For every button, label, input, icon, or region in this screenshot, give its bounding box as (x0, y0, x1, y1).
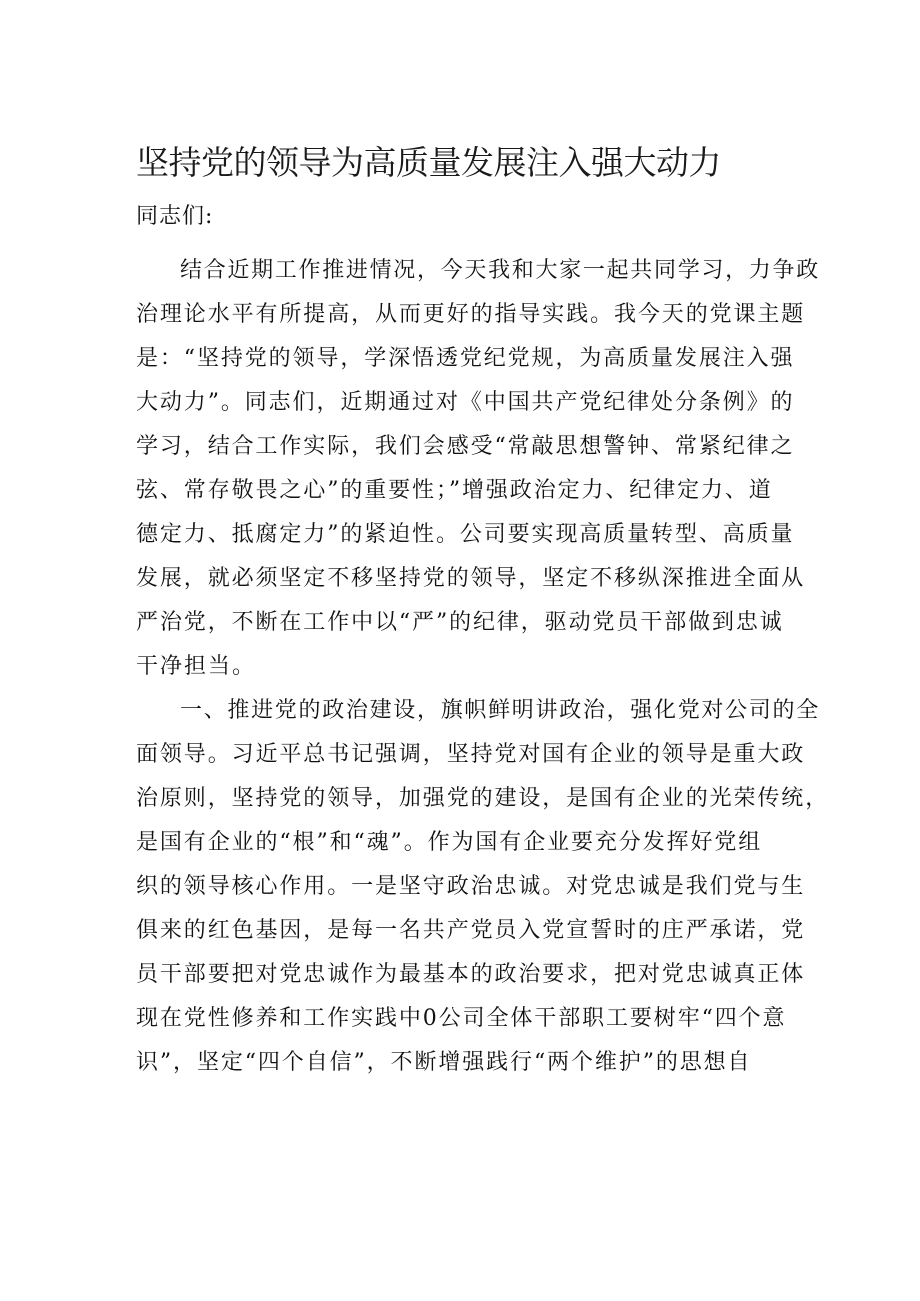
salutation: 同志们: (136, 204, 214, 229)
paragraph-line: 严治党，不断在工作中以“严”的纪律，驱动党员干部做到忠诚 (136, 610, 784, 635)
paragraph-line: 现在党性修养和工作实践中0公司全体干部职工要树牢“四个意 (136, 1006, 787, 1031)
paragraph-line: 织的领导核心作用。一是坚守政治忠诚。对党忠诚是我们党与生 (136, 874, 806, 899)
paragraph-line: 是：“坚持党的领导，学深悟透党纪党规，为高质量发展注入强 (136, 346, 795, 371)
paragraph-1 (136, 249, 820, 689)
paragraph-line: 治理论水平有所提高，从而更好的指导实践。我今天的党课主题 (136, 302, 806, 327)
paragraph-2 (136, 689, 830, 1085)
paragraph-line: 识”，坚定“四个自信”，不断增强践行“两个维护”的思想自 (136, 1050, 752, 1075)
paragraph-line: 面领导。习近平总书记强调，坚持党对国有企业的领导是重大政 (136, 742, 806, 767)
paragraph-line: 结合近期工作推进情况，今天我和大家一起共同学习，力争政 (180, 258, 820, 283)
document-body (136, 249, 830, 1085)
paragraph-line: 一、推进党的政治建设，旗帜鲜明讲政治，强化党对公司的全 (180, 698, 820, 723)
paragraph-line: 大动力”。同志们，近期通过对《中国共产党纪律处分条例》的 (136, 390, 795, 415)
paragraph-line: 员干部要把对党忠诚作为最基本的政治要求，把对党忠诚真正体 (136, 962, 806, 987)
document-title: 坚持党的领导为高质量发展注入强大动力 (136, 143, 721, 182)
paragraph-line: 俱来的红色基因，是每一名共产党员入党宣誓时的庄严承诺，党 (136, 918, 806, 943)
paragraph-line: 德定力、抵腐定力”的紧迫性。公司要实现高质量转型、高质量 (136, 522, 795, 547)
paragraph-line: 是国有企业的“根”和“魂”。作为国有企业要充分发挥好党组 (136, 830, 763, 855)
paragraph-line: 治原则，坚持党的领导，加强党的建设，是国有企业的光荣传统， (136, 786, 830, 811)
paragraph-line: 学习，结合工作实际，我们会感受“常敲思想警钟、常紧纪律之 (136, 434, 795, 459)
paragraph-line: 干净担当。 (136, 654, 257, 679)
paragraph-line: 发展，就必须坚定不移坚持党的领导，坚定不移纵深推进全面从 (136, 566, 806, 591)
paragraph-line: 弦、常存敬畏之心”的重要性；”增强政治定力、纪律定力、道 (136, 478, 773, 503)
